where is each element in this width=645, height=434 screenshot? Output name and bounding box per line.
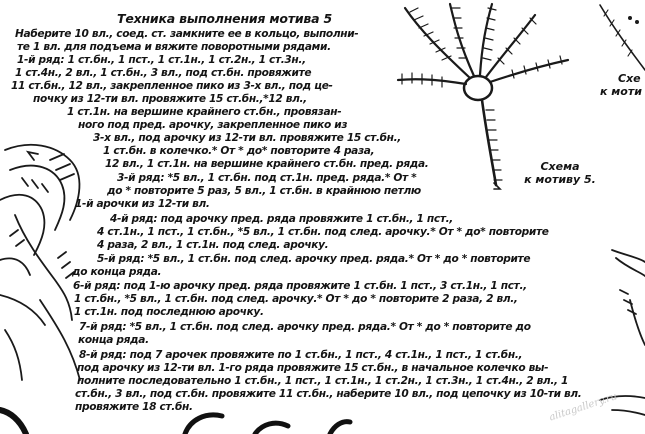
instruction-line: те 1 вл. для подъема и вяжите поворотными рядами. <box>17 41 331 53</box>
right-bottom-scheme <box>600 250 645 415</box>
instruction-line: под арочку из 12-ти вл. 1-го ряда провяжите 15 ст.бн., в начальное колечко вы- <box>77 362 549 374</box>
scheme-caption <box>505 160 615 186</box>
instruction-line: 4 раза, 2 вл., 1 ст.1н. под след. арочку. <box>97 239 329 251</box>
page-title: Техника выполнения мотива 5 <box>117 11 333 26</box>
instruction-line: 1 ст.1н. на вершине крайнего ст.бн., провязан- <box>67 106 342 118</box>
instruction-line: 4-й ряд: под арочку пред. ряда провяжите 1 ст.бн., 1 пст., <box>110 213 453 225</box>
scheme-caption-line: к мотиву 5. <box>524 173 596 186</box>
instruction-line: 12 вл., 1 ст.1н. на вершине крайнего ст.бн. пред. ряда. <box>105 158 429 170</box>
instruction-line: 1-й ряд: 1 ст.бн., 1 пст., 1 ст.1н., 1 ст.2н., 1 ст.3н., <box>17 54 306 66</box>
instruction-line: 1 ст.бн., *5 вл., 1 ст.бн. под след. арочку.* От * до * повторите 2 раза, 2 вл., <box>74 293 518 305</box>
instruction-line: 5-й ряд: *5 вл., 1 ст.бн. под след. арочку пред. ряда.* От * до * повторите <box>97 253 531 265</box>
instruction-line: 3-й ряд: *5 вл., 1 ст.бн. под ст.1н. пред. ряда.* От * <box>117 172 417 184</box>
instruction-line: конца ряда. <box>78 334 149 346</box>
motif-center-ring <box>464 76 492 100</box>
right-scheme-caption <box>600 72 645 98</box>
instruction-line: до * повторите 5 раз, 5 вл., 1 ст.бн. в крайнюю петлю <box>107 185 421 197</box>
watermark: alitagallery.ru <box>548 391 619 424</box>
right-scheme-caption-line: к моти <box>600 85 642 98</box>
right-scheme-arc <box>600 5 645 70</box>
instruction-line: 1-й арочки из 12-ти вл. <box>75 198 210 210</box>
instruction-line: 1 ст.4н., 2 вл., 1 ст.бн., 3 вл., под ст.бн. провяжите <box>15 67 312 79</box>
instruction-line: 8-й ряд: под 7 арочек провяжите по 1 ст.бн., 1 пст., 4 ст.1н., 1 пст., 1 ст.бн., <box>79 349 523 361</box>
instruction-line: ного под пред. арочку, закрепленное пико из <box>78 119 348 131</box>
instruction-line: ст.бн., 3 вл., под ст.бн. провяжите 11 ст.бн., наберите 10 вл., под цепочку из 10-ти вл. <box>75 388 582 400</box>
bottom-headline-fragment <box>185 415 350 434</box>
motif-stem <box>482 100 496 185</box>
instruction-line: 1 ст.1н. под последнюю арочку. <box>74 306 264 318</box>
instruction-line: 4 ст.1н., 1 пст., 1 ст.бн., *5 вл., 1 ст.бн. под след. арочку.* От * до* повторите <box>97 226 549 238</box>
instruction-line: 6-й ряд: под 1-ю арочку пред. ряда провяжите 1 ст.бн. 1 пст., 3 ст.1н., 1 пст., <box>73 280 527 292</box>
instruction-line: провяжите 18 ст.бн. <box>75 401 193 413</box>
right-scheme-caption-line: Схе <box>618 72 641 85</box>
instruction-line: 7-й ряд: *5 вл., 1 ст.бн. под след. арочку пред. ряда.* От * до * повторите до <box>79 321 531 333</box>
left-motif-drawing <box>0 145 80 380</box>
instruction-line: Наберите 10 вл., соед. ст. замкните ее в кольцо, выполни- <box>15 28 359 40</box>
instruction-line: почку из 12-ти вл. провяжите 15 ст.бн.,*12 вл., <box>33 93 307 105</box>
instruction-line: полните последовательно 1 ст.бн., 1 пст., 1 ст.1н., 1 ст.2н., 1 ст.3н., 1 ст.4н., 2 вл., 1 <box>77 375 569 387</box>
scheme-caption-line: Схема <box>540 160 580 173</box>
instruction-line: 1 ст.бн. в колечко.* От * до* повторите 4 раза, <box>103 145 375 157</box>
instruction-line: 3-х вл., под арочку из 12-ти вл. провяжите 15 ст.бн., <box>93 132 401 144</box>
instruction-line: до конца ряда. <box>72 266 162 278</box>
instruction-line: 11 ст.бн., 12 вл., закрепленное пико из 3-х вл., под це- <box>11 80 333 92</box>
